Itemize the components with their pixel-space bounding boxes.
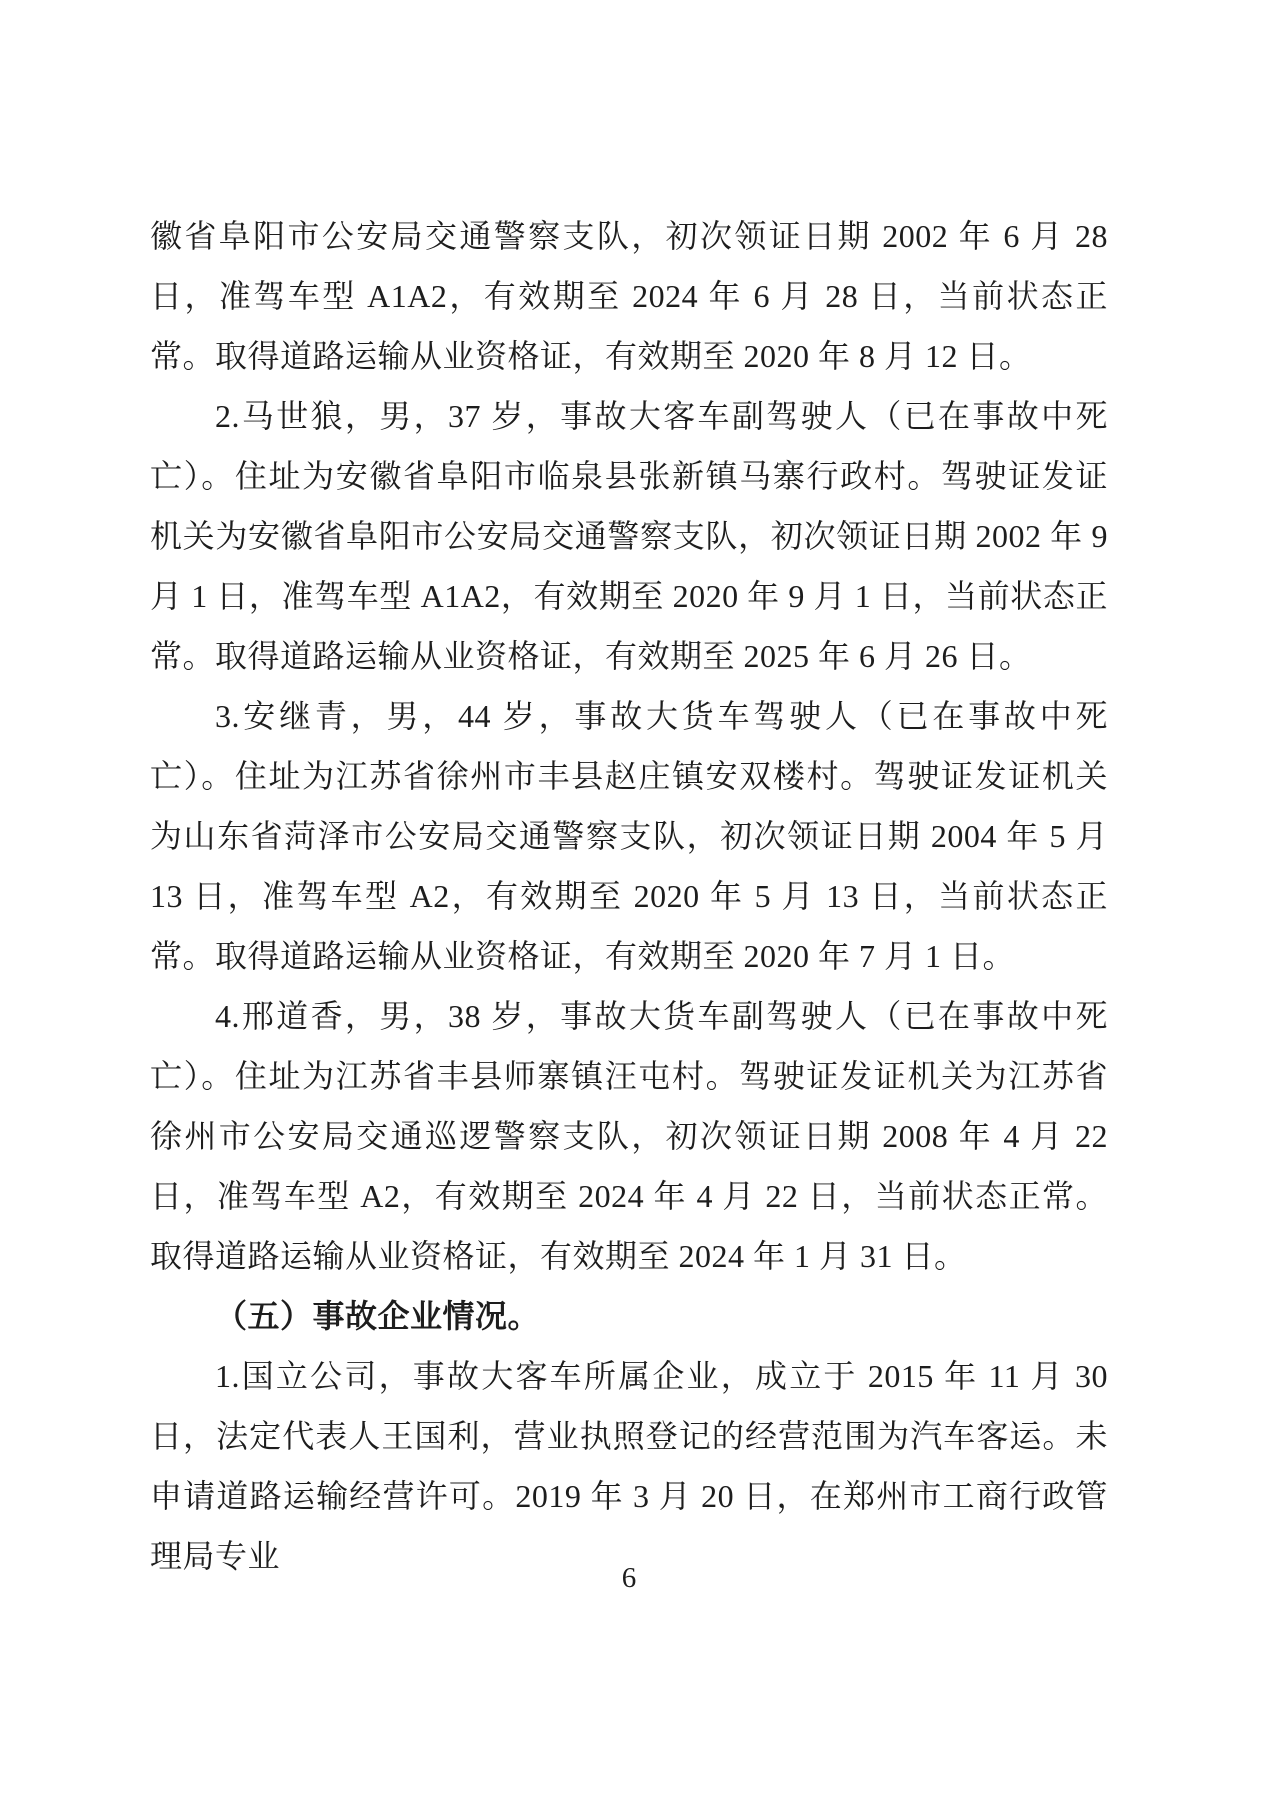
page-number: 6 — [621, 1562, 637, 1594]
paragraph-driver2: 2.马世狼，男，37 岁，事故大客车副驾驶人（已在事故中死亡）。住址为安徽省阜阳市临泉县张新镇马寨行政村。驾驶证发证机关为安徽省阜阳市公安局交通警察支队，初次领证日期 2002 年 9 月 1 日，准驾车型 A1A2，有效期至 2020 年 9 月 1 日，当前状态正常。取得道路运输从业资格证，有效期至 2025 年 6 月 26 日。 — [150, 398, 1108, 674]
section-heading-enterprise-situation: （五）事故企业情况。 — [215, 1298, 541, 1334]
paragraph-company1: 1.国立公司，事故大客车所属企业，成立于 2015 年 11 月 30 日，法定代表人王国利，营业执照登记的经营范围为汽车客运。未申请道路运输经营许可。2019 年 3 月 20 日，在郑州市工商行政管理局专业 — [150, 1358, 1108, 1574]
paragraph-driver1-continuation: 徽省阜阳市公安局交通警察支队，初次领证日期 2002 年 6 月 28 日，准驾车型 A1A2，有效期至 2024 年 6 月 28 日，当前状态正常。取得道路运输从业资格证，有效期至 2020 年 8 月 12 日。 — [150, 218, 1108, 374]
paragraph-driver4: 4.邢道香，男，38 岁，事故大货车副驾驶人（已在事故中死亡）。住址为江苏省丰县师寨镇汪屯村。驾驶证发证机关为江苏省徐州市公安局交通巡逻警察支队，初次领证日期 2008 年 4 月 22 日，准驾车型 A2，有效期至 2024 年 4 月 22 日，当前状态正常。取得道路运输从业资格证，有效期至 2024 年 1 月 31 日。 — [150, 998, 1108, 1274]
paragraph-driver3: 3.安继青，男，44 岁，事故大货车驾驶人（已在事故中死亡）。住址为江苏省徐州市丰县赵庄镇安双楼村。驾驶证发证机关为山东省菏泽市公安局交通警察支队，初次领证日期 2004 年 5 月 13 日，准驾车型 A2，有效期至 2020 年 5 月 13 日，当前状态正常。取得道路运输从业资格证，有效期至 2020 年 7 月 1 日。 — [150, 698, 1108, 974]
document-body — [150, 206, 1108, 1586]
